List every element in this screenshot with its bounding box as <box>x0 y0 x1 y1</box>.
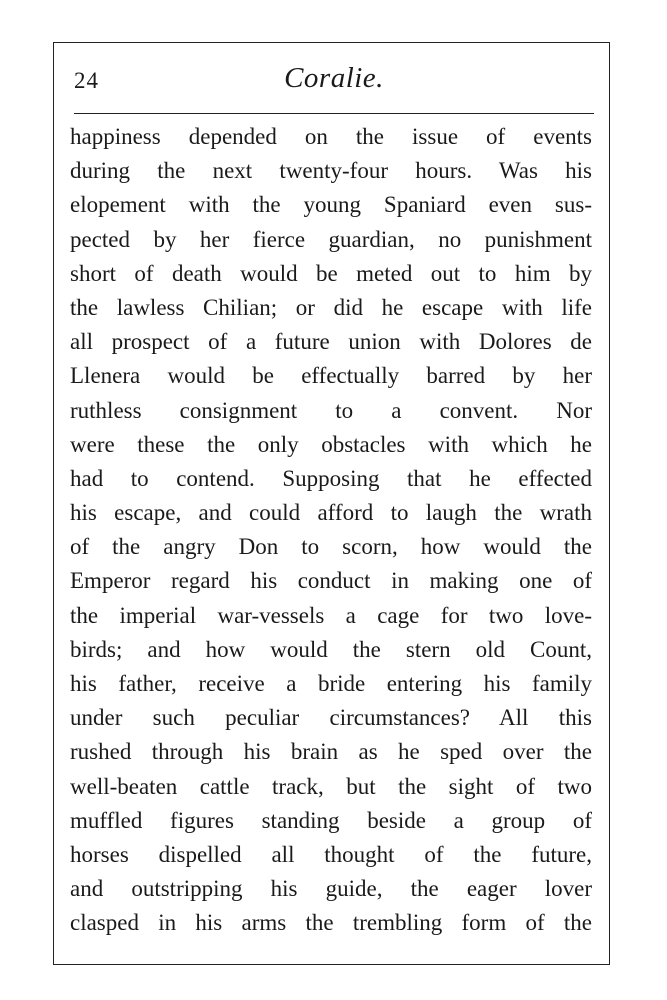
text-line: had to contend. Supposing that he effected <box>70 465 592 491</box>
text-line: happiness depended on the issue of events <box>70 124 592 149</box>
text-line: all prospect of a future union with Dolores de <box>70 329 592 355</box>
running-head <box>74 58 594 98</box>
text-line: well-beaten cattle track, but the sight of two <box>70 773 592 799</box>
text-line: were these the only obstacles with which he <box>70 431 592 457</box>
text-line: and outstripping his guide, the eager lover <box>70 876 592 902</box>
text-line: the lawless Chilian; or did he escape with life <box>70 294 592 320</box>
text-line: pected by her fierce guardian, no punishment <box>70 226 592 252</box>
text-line: elopement with the young Spaniard even sus- <box>70 192 592 218</box>
text-line: the imperial war-vessels a cage for two love- <box>70 602 592 628</box>
text-line: horses dispelled all thought of the future, <box>70 841 592 867</box>
text-line: his father, receive a bride entering his family <box>70 671 592 696</box>
text-line: muffled figures standing beside a group of <box>70 807 592 833</box>
text-line: his escape, and could afford to laugh the wrath <box>70 500 592 526</box>
text-line: Llenera would be effectually barred by her <box>70 363 592 389</box>
text-line: birds; and how would the stern old Count, <box>70 636 592 662</box>
text-line: ruthless consignment to a convent. Nor <box>70 397 592 423</box>
text-line: during the next twenty-four hours. Was his <box>70 158 592 184</box>
page-number: 24 <box>74 68 99 93</box>
text-line: Emperor regard his conduct in making one of <box>70 568 592 594</box>
body-text <box>70 120 592 941</box>
text-line: rushed through his brain as he sped over the <box>70 739 592 765</box>
header-rule <box>74 113 594 114</box>
text-line: short of death would be meted out to him by <box>70 260 592 286</box>
text-line: clasped in his arms the trembling form of the <box>70 910 592 936</box>
running-title: Coralie. <box>284 62 384 94</box>
text-line: under such peculiar circumstances? All this <box>70 705 592 731</box>
text-line: of the angry Don to scorn, how would the <box>70 534 592 560</box>
